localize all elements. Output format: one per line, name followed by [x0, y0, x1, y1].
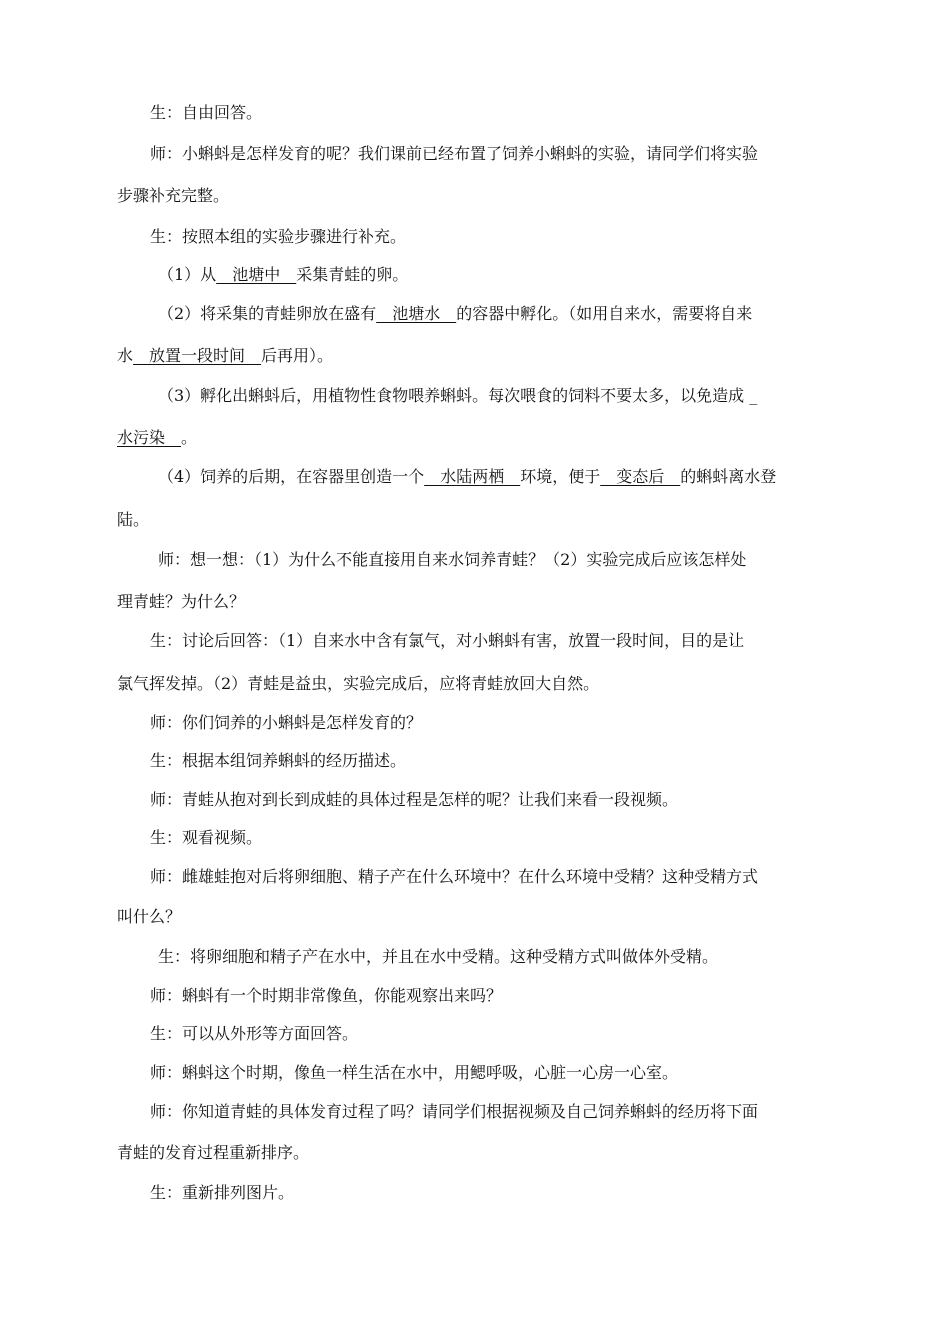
paragraph-line: 叫什么？ — [117, 907, 182, 926]
paragraph-line: 生：将卵细胞和精子产在水中，并且在水中受精。这种受精方式叫做体外受精。 — [158, 947, 719, 966]
paragraph-line: 生：按照本组的实验步骤进行补充。 — [150, 227, 407, 246]
answer-blank: 水污染 — [117, 428, 182, 447]
answer-blank: 池塘中 — [216, 265, 297, 284]
paragraph-line: 生：观看视频。 — [150, 828, 263, 847]
answer-blank: 池塘水 — [376, 304, 457, 323]
experiment-step-1: （1）从 池塘中 采集青蛙的卵。 — [158, 265, 409, 284]
paragraph-line: 生：自由回答。 — [150, 103, 263, 122]
paragraph-line: 师：雌雄蛙抱对后将卵细胞、精子产在什么环境中？在什么环境中受精？这种受精方式 — [150, 867, 759, 886]
experiment-step-2: （2）将采集的青蛙卵放在盛有 池塘水 的容器中孵化。（如用自来水，需要将自来 — [158, 304, 753, 323]
paragraph-line: 青蛙的发育过程重新排序。 — [117, 1143, 310, 1162]
answer-blank: 变态后 — [600, 467, 681, 486]
experiment-step-3-cont: 水污染 。 — [117, 428, 198, 447]
paragraph-line: 师：想一想：（1）为什么不能直接用自来水饲养青蛙？（2）实验完成后应该怎样处 — [158, 550, 747, 569]
paragraph-line: 师：你们饲养的小蝌蚪是怎样发育的？ — [150, 713, 423, 732]
paragraph-line: 师：青蛙从抱对到长到成蛙的具体过程是怎样的呢？让我们来看一段视频。 — [150, 790, 679, 809]
paragraph-line: 氯气挥发掉。（2）青蛙是益虫，实验完成后，应将青蛙放回大自然。 — [117, 674, 600, 693]
paragraph-line: 步骤补充完整。 — [117, 186, 230, 205]
paragraph-line: 师：你知道青蛙的具体发育过程了吗？请同学们根据视频及自己饲养蝌蚪的经历将下面 — [150, 1102, 759, 1121]
experiment-step-2-cont: 水 放置一段时间 后再用）。 — [117, 346, 334, 365]
paragraph-line: 师：蝌蚪这个时期，像鱼一样生活在水中，用鳃呼吸，心脏一心房一心室。 — [150, 1063, 679, 1082]
answer-blank: 水陆两栖 — [424, 467, 521, 486]
experiment-step-3: （3）孵化出蝌蚪后，用植物性食物喂养蝌蚪。每次喂食的饲料不要太多，以免造成 _ — [158, 386, 758, 405]
paragraph-line: 师：蝌蚪有一个时期非常像鱼，你能观察出来吗？ — [150, 986, 503, 1005]
experiment-step-4: （4）饲养的后期，在容器里创造一个 水陆两栖 环境，便于 变态后 的蝌蚪离水登 — [158, 467, 777, 486]
paragraph-line: 生：讨论后回答：（1）自来水中含有氯气，对小蝌蚪有害，放置一段时间，目的是让 — [150, 631, 745, 650]
paragraph-line: 师：小蝌蚪是怎样发育的呢？我们课前已经布置了饲养小蝌蚪的实验，请同学们将实验 — [150, 144, 759, 163]
paragraph-line: 生：根据本组饲养蝌蚪的经历描述。 — [150, 751, 407, 770]
paragraph-line: 生：重新排列图片。 — [150, 1183, 295, 1202]
paragraph-line: 生：可以从外形等方面回答。 — [150, 1024, 359, 1043]
paragraph-line: 陆。 — [117, 510, 150, 529]
paragraph-line: 理青蛙？为什么？ — [117, 592, 246, 611]
answer-blank: 放置一段时间 — [133, 346, 262, 365]
